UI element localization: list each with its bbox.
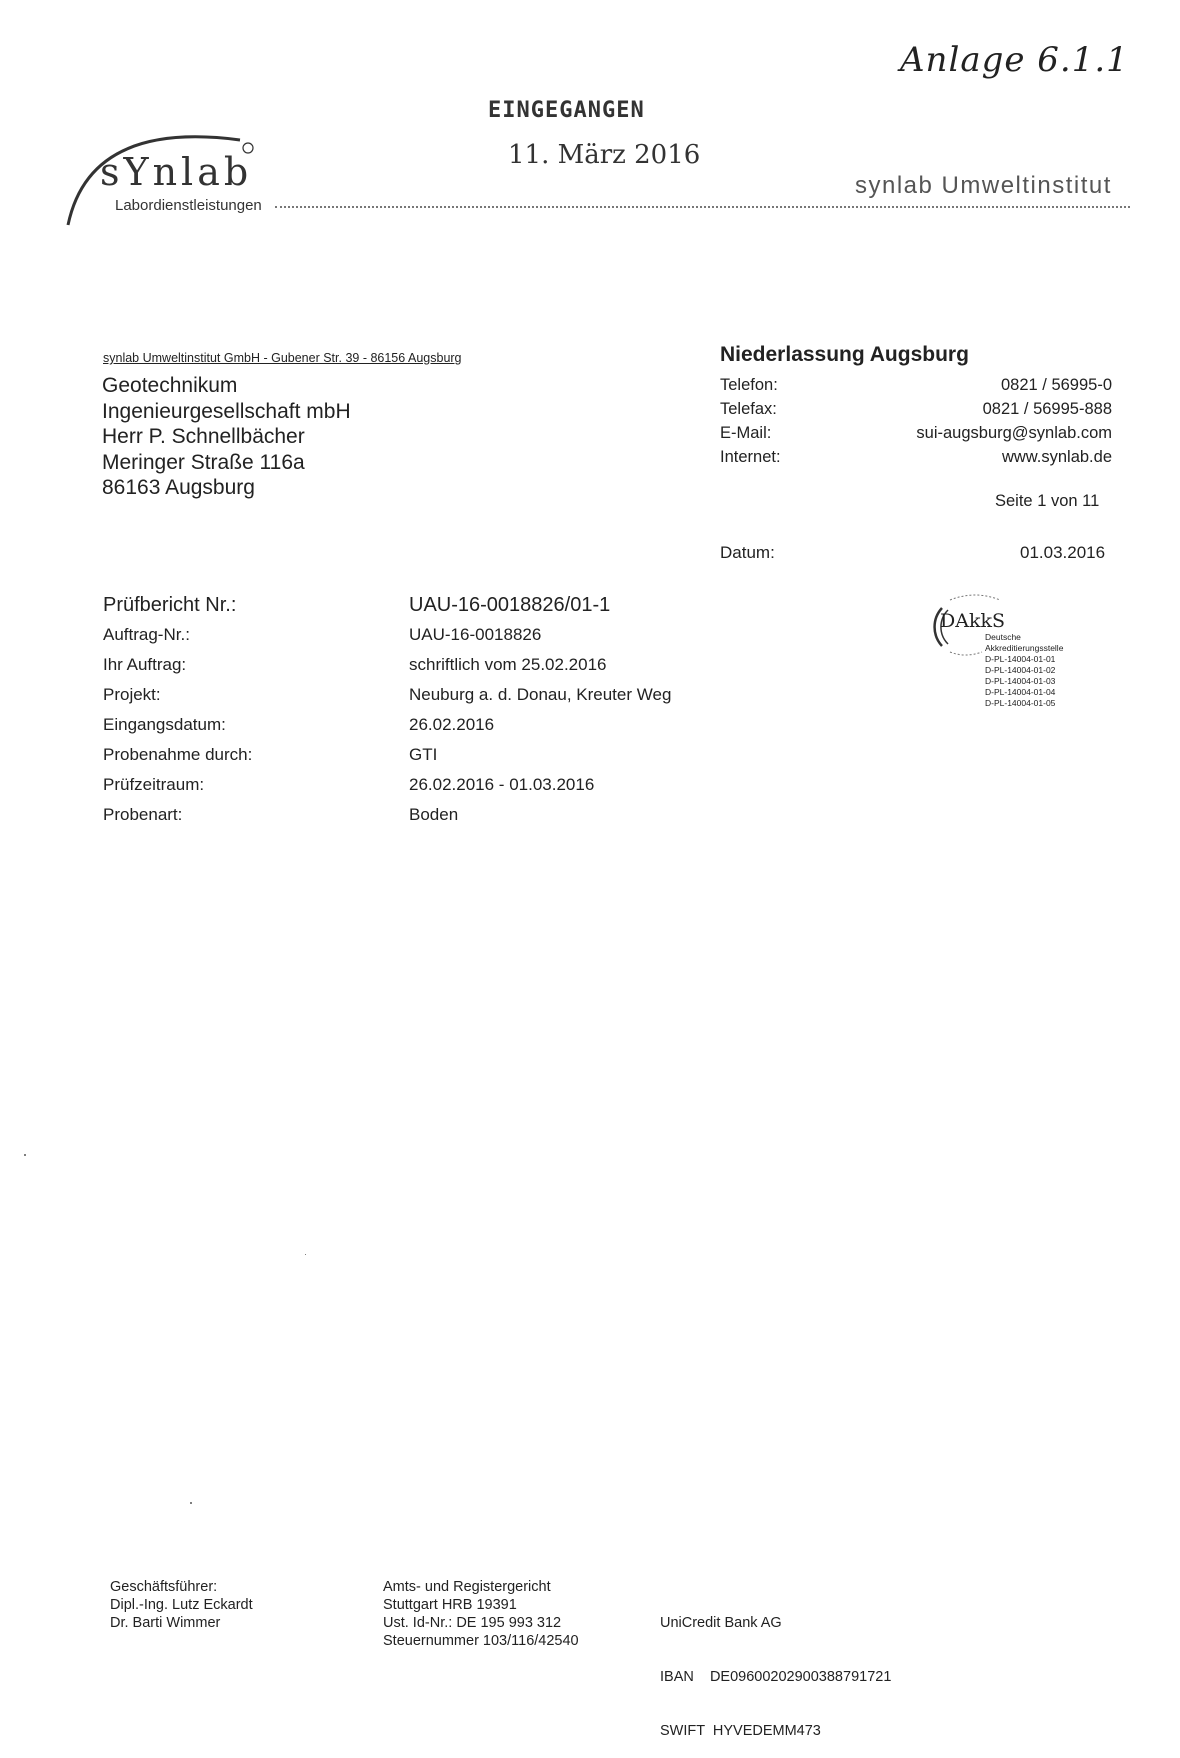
footer-line: Dr. Barti Wimmer bbox=[110, 1615, 221, 1631]
report-labels bbox=[103, 590, 252, 830]
scan-artifact bbox=[24, 1154, 26, 1156]
recipient-line: Herr P. Schnellbächer bbox=[102, 425, 305, 448]
page-number: Seite 1 von 11 bbox=[995, 492, 1100, 510]
date-value: 01.03.2016 bbox=[1020, 543, 1106, 562]
received-stamp-header: EINGEGANGEN bbox=[488, 98, 645, 123]
report-value: UAU-16-0018826 bbox=[409, 625, 542, 644]
report-label: Ihr Auftrag: bbox=[103, 655, 187, 674]
report-value: 26.02.2016 - 01.03.2016 bbox=[409, 775, 595, 794]
recipient-line: 86163 Augsburg bbox=[102, 476, 255, 499]
footer-line: Dipl.-Ing. Lutz Eckardt bbox=[110, 1597, 253, 1613]
dakks-title: DAkkS bbox=[940, 610, 1005, 632]
logo-wordmark: sYnlab bbox=[100, 150, 253, 194]
report-value: UAU-16-0018826/01-1 bbox=[409, 594, 611, 616]
date-label: Datum: bbox=[720, 543, 775, 562]
contact-value: 0821 / 56995-0 bbox=[1000, 376, 1112, 394]
report-label: Eingangsdatum: bbox=[103, 715, 226, 734]
contact-row-phone bbox=[720, 376, 1112, 400]
contact-label: Internet: bbox=[720, 448, 781, 466]
received-stamp-date: 11. März 2016 bbox=[508, 140, 701, 170]
dakks-line: D-PL-14004-01-04 bbox=[985, 687, 1056, 697]
report-label: Auftrag-Nr.: bbox=[103, 625, 190, 644]
dakks-line: Akkreditierungsstelle bbox=[985, 643, 1064, 653]
dakks-line: D-PL-14004-01-01 bbox=[985, 654, 1056, 664]
report-label: Prüfzeitraum: bbox=[103, 775, 205, 794]
dakks-details bbox=[985, 632, 1063, 709]
contact-row-email bbox=[720, 424, 1112, 448]
sender-line: synlab Umweltinstitut GmbH - Gubener Str. 39 - 86156 Augsburg bbox=[103, 351, 462, 365]
contact-row-fax bbox=[720, 400, 1112, 424]
scan-artifact bbox=[190, 1502, 192, 1504]
scan-artifact bbox=[305, 1254, 306, 1255]
dakks-line: D-PL-14004-01-05 bbox=[985, 698, 1056, 708]
footer-line: Amts- und Registergericht bbox=[383, 1579, 551, 1595]
report-label: Probenahme durch: bbox=[103, 745, 253, 764]
footer-registry bbox=[383, 1578, 579, 1650]
contact-value: www.synlab.de bbox=[1001, 448, 1112, 466]
footer-line: Stuttgart HRB 19391 bbox=[383, 1597, 517, 1613]
brand-name-right: synlab Umweltinstitut bbox=[855, 172, 1112, 199]
handwritten-annotation: Anlage 6.1.1 bbox=[900, 40, 1129, 80]
recipient-line: Ingenieurgesellschaft mbH bbox=[102, 399, 351, 423]
recipient-line: Meringer Straße 116a bbox=[102, 450, 305, 474]
report-value: Neuburg a. d. Donau, Kreuter Weg bbox=[409, 685, 672, 704]
contact-value: 0821 / 56995-888 bbox=[982, 400, 1112, 418]
recipient-address bbox=[102, 373, 351, 501]
contact-label: Telefon: bbox=[720, 376, 778, 394]
footer-management bbox=[110, 1578, 253, 1632]
dakks-line: Deutsche bbox=[985, 632, 1021, 642]
dakks-line: D-PL-14004-01-02 bbox=[985, 665, 1056, 675]
report-label: Probenart: bbox=[103, 805, 183, 824]
logo-subtitle: Labordienstleistungen bbox=[115, 197, 262, 214]
contact-label: Telefax: bbox=[720, 400, 777, 418]
contact-block bbox=[720, 376, 1112, 472]
report-value: schriftlich vom 25.02.2016 bbox=[409, 655, 607, 674]
footer-line: Geschäftsführer: bbox=[110, 1579, 218, 1595]
footer-line: UniCredit Bank AG bbox=[660, 1615, 782, 1631]
footer-line: Steuernummer 103/116/42540 bbox=[383, 1633, 579, 1649]
recipient-line: Geotechnikum bbox=[102, 374, 238, 397]
report-label: Projekt: bbox=[103, 685, 161, 704]
report-label: Prüfbericht Nr.: bbox=[103, 594, 237, 616]
report-values bbox=[409, 590, 671, 830]
branch-title: Niederlassung Augsburg bbox=[720, 343, 969, 366]
footer-line: SWIFT HYVEDEMM473 bbox=[660, 1723, 821, 1739]
contact-label: E-Mail: bbox=[720, 424, 772, 442]
footer-line: Ust. Id-Nr.: DE 195 993 312 bbox=[383, 1615, 562, 1631]
report-value: 26.02.2016 bbox=[409, 715, 495, 734]
footer-bank bbox=[660, 1578, 891, 1758]
header-divider bbox=[275, 206, 1130, 208]
dakks-line: D-PL-14004-01-03 bbox=[985, 676, 1056, 686]
report-value: GTI bbox=[409, 745, 438, 764]
contact-row-internet bbox=[720, 448, 1112, 472]
report-value: Boden bbox=[409, 805, 459, 824]
footer-line: IBAN DE09600202900388791721 bbox=[660, 1669, 892, 1685]
contact-value: sui-augsburg@synlab.com bbox=[916, 424, 1112, 442]
